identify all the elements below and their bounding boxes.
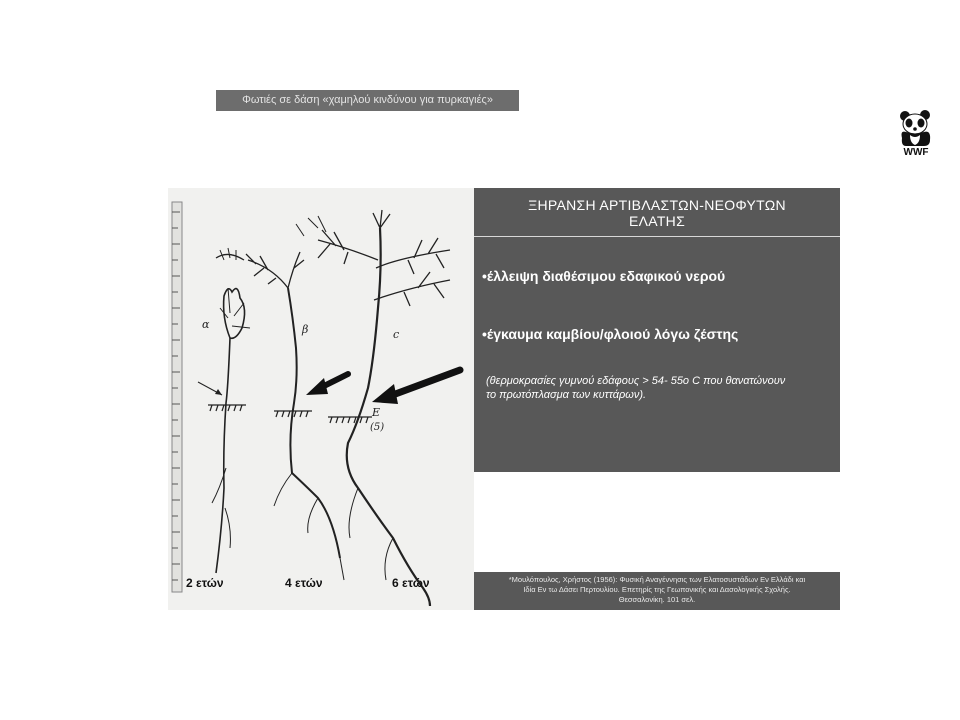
seedling-drawing xyxy=(168,188,474,610)
age-label-6: 6 ετών xyxy=(392,576,430,590)
info-title-line2: ΕΛΑΤΗΣ xyxy=(628,213,686,229)
annotation-e-sub: (5) xyxy=(370,422,385,433)
slide-header: Φωτιές σε δάση «χαμηλού κινδύνου για πυρκαγιές» xyxy=(216,90,519,111)
bullet-heat: •έγκαυμα καμβίου/φλοιού λόγω ζέστης xyxy=(482,326,739,342)
citation-line3: Θεσσαλονίκη. 101 σελ. xyxy=(618,595,696,604)
plant-letter-b: β xyxy=(302,323,309,336)
wwf-logo xyxy=(896,108,936,164)
seedling-a xyxy=(212,288,250,573)
wwf-logo-text: WWF xyxy=(903,147,929,158)
info-title-line1: ΞΗΡΑΝΣΗ ΑΡΤΙΒΛΑΣΤΩΝ-ΝΕΟΦΥΤΩΝ xyxy=(528,197,786,213)
temperature-note: (θερμοκρασίες γυμνού εδάφους > 54- 55ο C που θανατώνουν το πρωτόπλασμα των κυττάρων). xyxy=(486,375,786,401)
citation-line1: *Μουλόπουλος, Χρήστος (1956): Φυσική Αναγέννησις των Ελατοσυστάδων Εν Ελλάδι και xyxy=(508,575,806,584)
age-label-2: 2 ετών xyxy=(186,576,224,590)
panda-icon xyxy=(896,108,936,148)
info-title xyxy=(474,188,840,237)
bullet-water: •έλλειψη διαθέσιμου εδαφικού νερού xyxy=(482,268,726,284)
plant-letter-a: α xyxy=(202,318,210,331)
citation-box xyxy=(474,572,840,610)
plant-letter-c: c xyxy=(393,328,400,341)
seedling-figure xyxy=(168,188,474,610)
annotation-e: E xyxy=(372,406,381,419)
info-panel xyxy=(474,188,840,472)
arrow-b xyxy=(306,374,348,395)
arrow-c xyxy=(372,370,460,404)
citation-line2: Ιδία Εν τω Δάσει Περτουλίου. Επετηρίς της Γεωπονικής και Δασολογικής Σχολής. xyxy=(523,585,791,594)
seedling-b xyxy=(216,248,344,580)
age-label-4: 4 ετών xyxy=(285,576,323,590)
